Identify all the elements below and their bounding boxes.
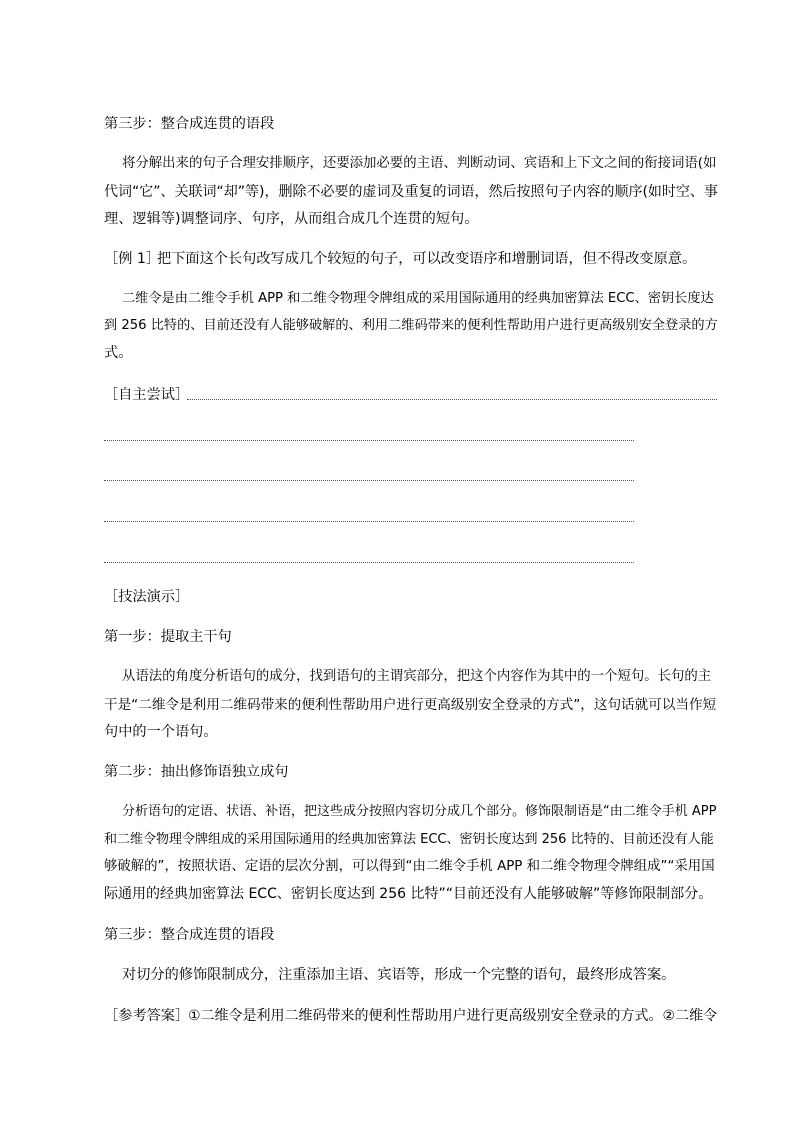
answer-line-3[interactable] xyxy=(104,480,634,481)
step1-heading: 第一步：提取主干句 xyxy=(104,629,232,645)
step2-line2: 和二维令物理令牌组成的采用国际通用的经典加密算法 ECC、密钥长度达到 256 比特的、目前还没有人能 xyxy=(104,832,714,847)
step1-line2: 干是“二维令是利用二维码带来的便利性帮助用户进行更高级别安全登录的方式”，这句话就可以当作短 xyxy=(104,697,717,713)
step2-line3: 够破解的”，按照状语、定语的层次分割，可以得到“由二维令手机 APP 和二维令物理令牌组成”“采用国 xyxy=(104,859,715,874)
answer-line-1[interactable] xyxy=(187,399,717,400)
para1-line3: 理、逻辑等)调整词序、句序，从而组合成几个连贯的短句。 xyxy=(104,211,479,227)
answer-line-2[interactable] xyxy=(104,440,634,441)
step3-heading-b: 第三步：整合成连贯的语段 xyxy=(104,927,275,943)
step2-heading: 第二步：抽出修饰语独立成句 xyxy=(104,764,289,780)
answer-label: ［参考答案］ xyxy=(104,1008,190,1024)
long-sentence-line3: 式。 xyxy=(104,345,133,361)
step2-line1: 分析语句的定语、状语、补语，把这些成分按照内容切分成几个部分。修饰限制语是“由二维令手机 APP xyxy=(122,804,717,819)
step3-line1: 对切分的修饰限制成分，注重添加主语、宾语等，形成一个完整的语句，最终形成答案。 xyxy=(122,967,676,983)
example-instruction: 把下面这个长句改写成几个较短的句子，可以改变语序和增删词语，但不得改变原意。 xyxy=(157,251,697,267)
step2-line4: 际通用的经典加密算法 ECC、密钥长度达到 256 比特”“目前还没有人能够破解”等修饰限制部分。 xyxy=(104,886,713,902)
para1-line1: 将分解出来的句子合理安排顺序，还要添加必要的主语、判断动词、宾语和上下文之间的衔接词语(如 xyxy=(122,156,717,171)
step1-line3: 句中的一个语句。 xyxy=(104,724,218,740)
long-sentence-line1: 二维令是由二维令手机 APP 和二维令物理令牌组成的采用国际通用的经典加密算法 ECC、密钥长度达 xyxy=(122,291,714,306)
answer-line-4[interactable] xyxy=(104,521,634,522)
para1-line2: 代词“它”、关联词“却”等)，删除不必要的虚词及重复的词语，然后按照句子内容的顺序(如时空、事 xyxy=(104,184,718,200)
long-sentence-line2: 到 256 比特的、目前还没有人能够破解的、利用二维码带来的便利性帮助用户进行更高级别安全登录的方 xyxy=(104,318,718,333)
self-try-label: ［自主尝试］ xyxy=(104,387,190,403)
step1-line1: 从语法的角度分析语句的成分，找到语句的主谓宾部分，把这个内容作为其中的一个短句。长句的主 xyxy=(122,669,712,684)
answer-text: ①二维令是利用二维码带来的便利性帮助用户进行更高级别安全登录的方式。②二维令 xyxy=(188,1008,718,1024)
example-label: ［例 1］ xyxy=(104,251,161,267)
step3-heading: 第三步：整合成连贯的语段 xyxy=(104,116,275,132)
answer-line-5[interactable] xyxy=(104,562,634,563)
technique-label: ［技法演示］ xyxy=(104,589,190,605)
